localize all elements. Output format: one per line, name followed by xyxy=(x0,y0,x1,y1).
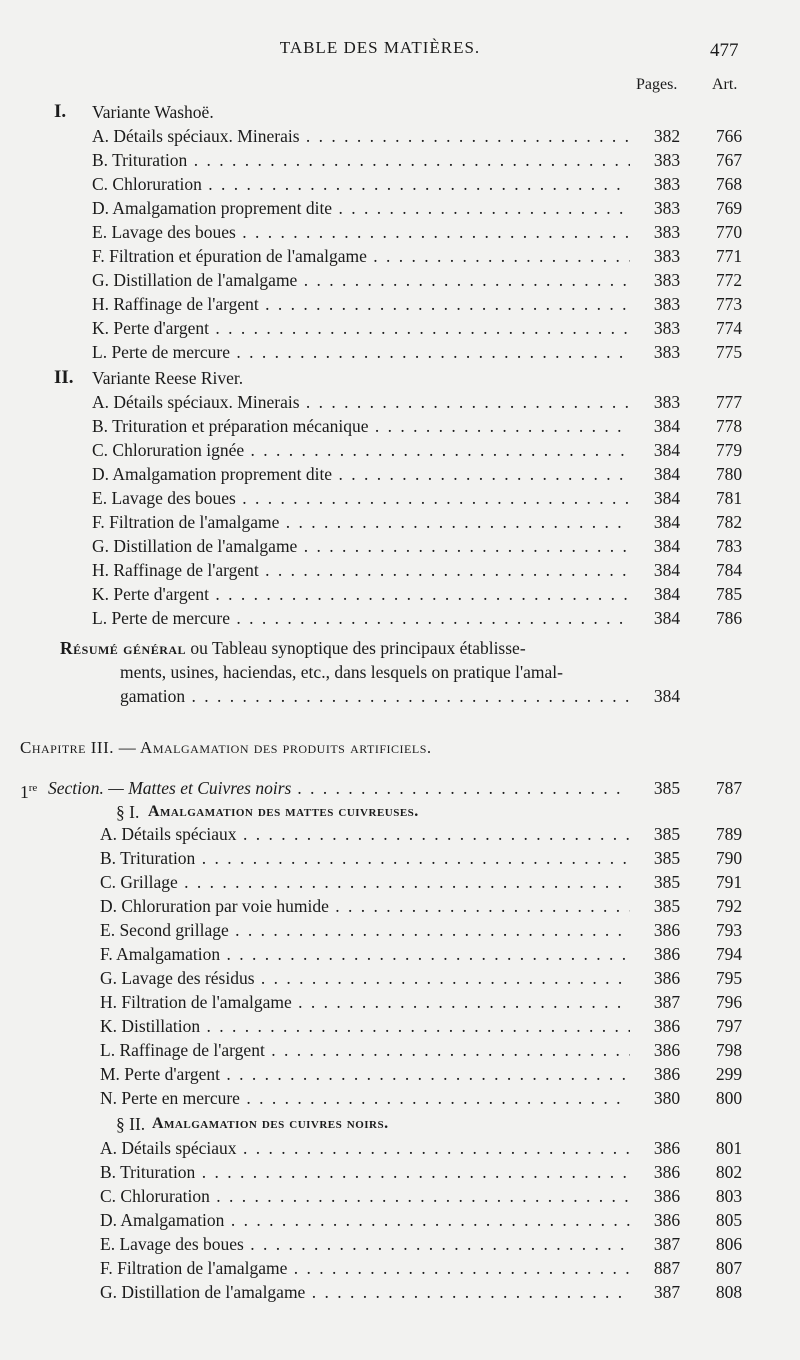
toc-entry-page: 386 xyxy=(653,1064,681,1084)
toc-entry xyxy=(0,390,800,414)
toc-entry-art: 774 xyxy=(715,318,743,338)
toc-entry xyxy=(0,438,800,462)
toc-entry-page: 384 xyxy=(653,512,681,532)
section-number: 1re xyxy=(20,781,38,802)
toc-entry-page: 384 xyxy=(653,584,681,604)
toc-entry-page: 386 xyxy=(653,944,681,964)
section-art: 787 xyxy=(715,778,743,798)
toc-entry-art: 794 xyxy=(715,944,743,964)
toc-entry xyxy=(0,292,800,316)
toc-entry-label: L. Perte de mercure . . . xyxy=(92,606,630,630)
resume-general-entry xyxy=(60,636,640,684)
toc-entry-art: 766 xyxy=(715,126,743,146)
toc-entry-art: 770 xyxy=(715,222,743,242)
toc-entry-page: 383 xyxy=(653,294,681,314)
toc-entry xyxy=(0,1280,800,1304)
toc-entry-page: 385 xyxy=(653,896,681,916)
toc-entry-page: 887 xyxy=(653,1258,681,1278)
toc-entry-label: B. Trituration . . . xyxy=(100,846,630,870)
resume-line3: gamation . . . xyxy=(120,684,630,708)
roman-numeral: II. xyxy=(54,367,74,388)
toc-entry-art: 773 xyxy=(715,294,743,314)
toc-entry-page: 387 xyxy=(653,1234,681,1254)
resume-page: 384 xyxy=(653,686,681,706)
toc-entry-art: 778 xyxy=(715,416,743,436)
subsection-2-title: Amalgamation des cuivres noirs. xyxy=(152,1115,389,1132)
toc-entry-art: 299 xyxy=(715,1064,743,1084)
toc-entry-page: 385 xyxy=(653,872,681,892)
toc-entry-page: 383 xyxy=(653,246,681,266)
toc-entry-label: K. Perte d'argent . . . xyxy=(92,582,630,606)
toc-entry-page: 385 xyxy=(653,848,681,868)
toc-entry-label: B. Trituration . . . xyxy=(92,148,630,172)
toc-entry-label: B. Trituration et préparation mécanique . . . xyxy=(92,414,630,438)
toc-entry xyxy=(0,414,800,438)
toc-entry xyxy=(0,1038,800,1062)
toc-entry-art: 805 xyxy=(715,1210,743,1230)
toc-entry xyxy=(0,148,800,172)
toc-entry-label: H. Filtration de l'amalgame . . . xyxy=(100,990,630,1014)
toc-entry-label: E. Second grillage . . . xyxy=(100,918,630,942)
toc-entry-art: 801 xyxy=(715,1138,743,1158)
toc-entry xyxy=(0,486,800,510)
toc-entry-page: 386 xyxy=(653,1210,681,1230)
toc-entry-page: 382 xyxy=(653,126,681,146)
toc-entry-label: A. Détails spéciaux . . . xyxy=(100,1136,630,1160)
toc-entry-art: 790 xyxy=(715,848,743,868)
toc-entry-label: C. Grillage . . . xyxy=(100,870,630,894)
toc-entry-page: 383 xyxy=(653,318,681,338)
toc-entry-art: 803 xyxy=(715,1186,743,1206)
toc-entry-art: 797 xyxy=(715,1016,743,1036)
toc-entry xyxy=(0,534,800,558)
toc-entry-art: 789 xyxy=(715,824,743,844)
toc-entry-page: 383 xyxy=(653,222,681,242)
toc-entry-art: 769 xyxy=(715,198,743,218)
toc-entry-page: 386 xyxy=(653,920,681,940)
toc-entry-art: 786 xyxy=(715,608,743,628)
toc-entry-page: 384 xyxy=(653,488,681,508)
toc-entry-label: G. Distillation de l'amalgame . . . xyxy=(100,1280,630,1304)
toc-entry-label: F. Filtration de l'amalgame . . . xyxy=(92,510,630,534)
toc-entry-page: 384 xyxy=(653,464,681,484)
toc-entry-label: L. Perte de mercure . . . xyxy=(92,340,630,364)
toc-entry-label: F. Filtration de l'amalgame . . . xyxy=(100,1256,630,1280)
toc-entry xyxy=(0,822,800,846)
toc-entry xyxy=(0,1014,800,1038)
toc-entry-art: 777 xyxy=(715,392,743,412)
toc-entry-label: A. Détails spéciaux. Minerais . . . xyxy=(92,390,630,414)
toc-entry-art: 795 xyxy=(715,968,743,988)
toc-entry-art: 802 xyxy=(715,1162,743,1182)
toc-entry-page: 384 xyxy=(653,608,681,628)
toc-entry-art: 800 xyxy=(715,1088,743,1108)
toc-entry xyxy=(0,1208,800,1232)
toc-entry xyxy=(0,366,800,390)
toc-entry-page: 383 xyxy=(653,270,681,290)
toc-entry-art: 792 xyxy=(715,896,743,916)
toc-entry xyxy=(0,220,800,244)
toc-entry xyxy=(0,894,800,918)
toc-entry-page: 386 xyxy=(653,1040,681,1060)
roman-numeral: I. xyxy=(54,101,67,122)
resume-line1: ou Tableau synoptique des principaux établisse- xyxy=(186,638,526,658)
toc-entry-art: 791 xyxy=(715,872,743,892)
subsection-2-label: § II. xyxy=(116,1114,146,1134)
toc-entry-page: 383 xyxy=(653,392,681,412)
toc-entry-label: B. Trituration . . . xyxy=(100,1160,630,1184)
toc-entry-page: 383 xyxy=(653,174,681,194)
toc-entry-label: G. Lavage des résidus . . . xyxy=(100,966,630,990)
toc-entry xyxy=(0,1184,800,1208)
toc-entry-art: 768 xyxy=(715,174,743,194)
toc-entry-page: 386 xyxy=(653,1186,681,1206)
toc-entry-label: D. Amalgamation proprement dite . . . xyxy=(92,462,630,486)
toc-entry-art: 796 xyxy=(715,992,743,1012)
toc-entry-page: 383 xyxy=(653,342,681,362)
resume-last-line xyxy=(0,684,800,708)
toc-entry-art: 781 xyxy=(715,488,743,508)
toc-entry-art: 767 xyxy=(715,150,743,170)
toc-entry xyxy=(0,1256,800,1280)
toc-entry-art: 793 xyxy=(715,920,743,940)
resume-bold: Résumé général xyxy=(60,638,187,658)
toc-entry xyxy=(0,582,800,606)
toc-entry-label: K. Distillation . . . xyxy=(100,1014,630,1038)
toc-entry-art: 806 xyxy=(715,1234,743,1254)
toc-entry xyxy=(0,124,800,148)
toc-entry xyxy=(0,918,800,942)
toc-entry-label: D. Chloruration par voie humide . . . xyxy=(100,894,630,918)
toc-entry-art: 808 xyxy=(715,1282,743,1302)
toc-entry-art: 772 xyxy=(715,270,743,290)
toc-entry-art: 784 xyxy=(715,560,743,580)
toc-entry-label: N. Perte en mercure . . . xyxy=(100,1086,630,1110)
toc-entry-page: 385 xyxy=(653,824,681,844)
toc-entry-label: D. Amalgamation . . . xyxy=(100,1208,630,1232)
toc-entry-page: 384 xyxy=(653,560,681,580)
toc-entry xyxy=(0,870,800,894)
toc-entry-label: H. Raffinage de l'argent . . . xyxy=(92,292,630,316)
toc-entry-label: C. Chloruration . . . xyxy=(92,172,630,196)
toc-entry-page: 383 xyxy=(653,150,681,170)
toc-entry xyxy=(0,196,800,220)
running-header-title: TABLE DES MATIÈRES. xyxy=(279,38,481,57)
toc-entry xyxy=(0,1136,800,1160)
toc-entry-label: A. Détails spéciaux . . . xyxy=(100,822,630,846)
toc-entry-page: 380 xyxy=(653,1088,681,1108)
section-heading xyxy=(0,776,800,800)
toc-entry-label: M. Perte d'argent . . . xyxy=(100,1062,630,1086)
toc-entry xyxy=(0,316,800,340)
toc-entry xyxy=(0,1062,800,1086)
toc-entry-page: 386 xyxy=(653,1162,681,1182)
chapter-heading xyxy=(0,736,800,760)
toc-entry-page: 386 xyxy=(653,968,681,988)
subsection-1-label: § I. xyxy=(116,802,140,822)
toc-entry-art: 782 xyxy=(715,512,743,532)
toc-entry xyxy=(0,990,800,1014)
toc-entry xyxy=(0,100,800,124)
toc-entry-label: H. Raffinage de l'argent . . . xyxy=(92,558,630,582)
column-header-pages: Pages. xyxy=(636,76,678,93)
toc-entry-art: 780 xyxy=(715,464,743,484)
toc-entry-label: G. Distillation de l'amalgame . . . xyxy=(92,534,630,558)
toc-entry xyxy=(0,462,800,486)
toc-entry-label: L. Raffinage de l'argent . . . xyxy=(100,1038,630,1062)
toc-entry-label: Variante Washoë. xyxy=(92,102,214,122)
toc-entry-page: 387 xyxy=(653,1282,681,1302)
toc-entry-page: 387 xyxy=(653,992,681,1012)
toc-entry-page: 386 xyxy=(653,1138,681,1158)
toc-entry-label: K. Perte d'argent . . . xyxy=(92,316,630,340)
toc-entry xyxy=(0,268,800,292)
toc-entry xyxy=(0,558,800,582)
toc-entry-art: 775 xyxy=(715,342,743,362)
toc-entry-page: 384 xyxy=(653,440,681,460)
toc-entry-page: 386 xyxy=(653,1016,681,1036)
toc-entry-art: 771 xyxy=(715,246,743,266)
toc-entry xyxy=(0,1160,800,1184)
toc-entry xyxy=(0,942,800,966)
toc-entry xyxy=(0,606,800,630)
toc-entry-art: 807 xyxy=(715,1258,743,1278)
toc-entry-label: D. Amalgamation proprement dite . . . xyxy=(92,196,630,220)
toc-entry-art: 798 xyxy=(715,1040,743,1060)
toc-entry xyxy=(0,846,800,870)
toc-entry-label: E. Lavage des boues . . . xyxy=(92,220,630,244)
toc-entry-page: 383 xyxy=(653,198,681,218)
toc-entry-label: C. Chloruration . . . xyxy=(100,1184,630,1208)
toc-entry-label: F. Amalgamation . . . xyxy=(100,942,630,966)
toc-entry xyxy=(0,340,800,364)
toc-entry-art: 783 xyxy=(715,536,743,556)
section-label: Section. — Mattes et Cuivres noirs . . . xyxy=(48,776,630,800)
toc-entry-art: 785 xyxy=(715,584,743,604)
section-page: 385 xyxy=(653,778,681,798)
toc-entry-label: G. Distillation de l'amalgame . . . xyxy=(92,268,630,292)
toc-entry-label: Variante Reese River. xyxy=(92,368,244,388)
toc-entry-art: 779 xyxy=(715,440,743,460)
subsection-1-title: Amalgamation des mattes cuivreuses. xyxy=(148,803,419,820)
toc-entry-label: F. Filtration et épuration de l'amalgame . . . xyxy=(92,244,630,268)
toc-entry xyxy=(0,1232,800,1256)
toc-entry-label: A. Détails spéciaux. Minerais . . . xyxy=(92,124,630,148)
toc-entry xyxy=(0,244,800,268)
column-header-art: Art. xyxy=(712,76,738,93)
toc-entry xyxy=(0,966,800,990)
chapter-label: Chapitre III. — Amalgamation des produits artificiels. xyxy=(20,738,432,757)
toc-entry-label: E. Lavage des boues . . . xyxy=(92,486,630,510)
toc-entry-page: 384 xyxy=(653,416,681,436)
toc-entry xyxy=(0,172,800,196)
toc-entry xyxy=(0,1086,800,1110)
toc-entry-label: E. Lavage des boues . . . xyxy=(100,1232,630,1256)
toc-entry-label: C. Chloruration ignée . . . xyxy=(92,438,630,462)
subsection-2-heading xyxy=(0,1112,800,1136)
subsection-1-heading xyxy=(0,800,800,824)
toc-entry xyxy=(0,510,800,534)
resume-line2: ments, usines, haciendas, etc., dans lesquels on pratique l'amal- xyxy=(120,662,563,682)
toc-entry-page: 384 xyxy=(653,536,681,556)
page-number: 477 xyxy=(710,40,739,61)
